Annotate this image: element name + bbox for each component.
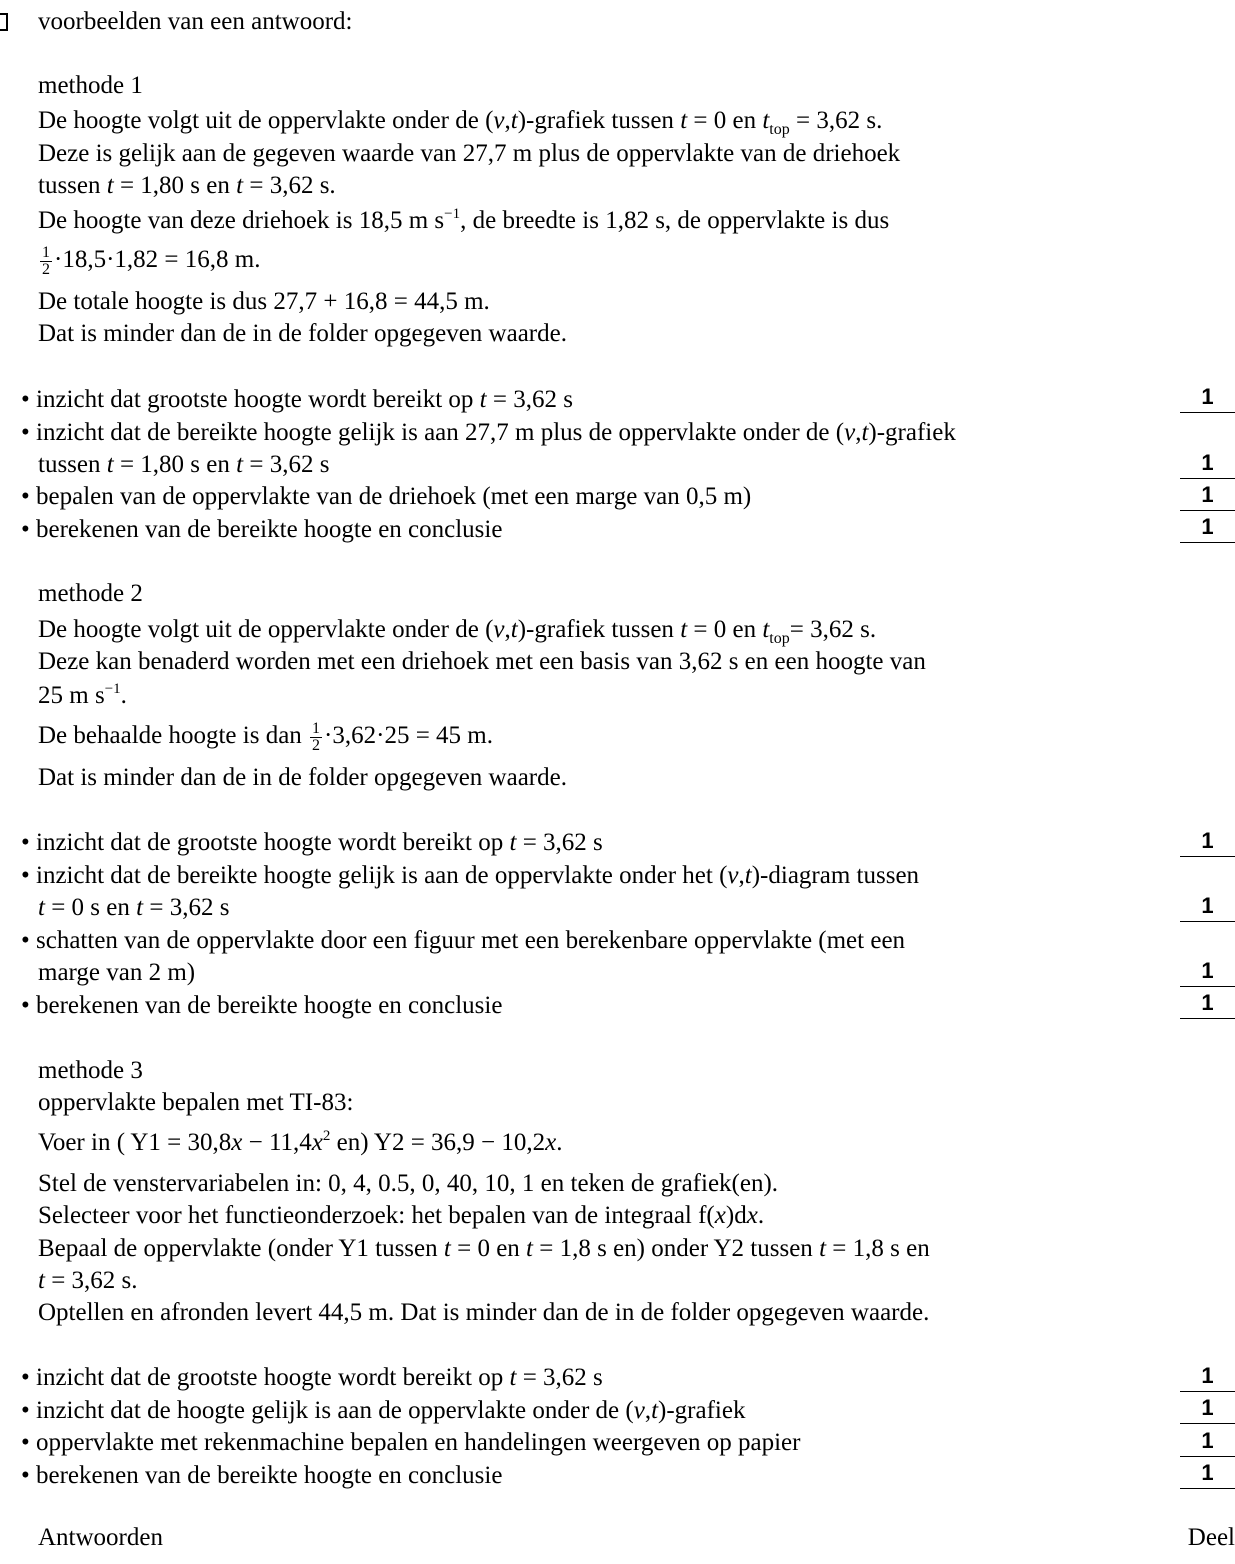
score-mark: 1 xyxy=(1180,1393,1235,1424)
footer-left: Antwoorden xyxy=(38,1524,163,1551)
checkbox-marker xyxy=(0,13,8,31)
method-3-bullet-1: • inzicht dat de grootste hoogte wordt bereikt op t = 3,62 s xyxy=(21,1364,603,1391)
method-3-line-1: oppervlakte bepalen met TI-83: xyxy=(38,1089,354,1116)
method-2-bullet-3: • schatten van de oppervlakte door een figuur met een berekenbare oppervlakte (met een xyxy=(21,927,906,954)
method-3-line-3: Stel de venstervariabelen in: 0, 4, 0.5, 0, 40, 10, 1 en teken de grafiek(en). xyxy=(38,1170,779,1197)
score-mark: 1 xyxy=(1180,1361,1235,1392)
method-3-line-2: Voer in ( $Y1 = 30,8x - 11,4x^2$ en) Y2 = 36,9 − 10,2x. xyxy=(38,1128,563,1156)
method-1-line-1: De hoogte volgt uit de oppervlakte onder de (v,t)-grafiek tussen t = 0 en $t_{top} = 3,62$ s. xyxy=(38,107,883,138)
method-2-title: methode 2 xyxy=(38,580,143,607)
method-1-bullet-2: • inzicht dat de bereikte hoogte gelijk is aan 27,7 m plus de oppervlakte onder de (v,t)-grafiek xyxy=(21,419,956,446)
score-mark: 1 xyxy=(1180,512,1235,543)
method-2-bullet-2-cont: t = 0 s en t = 3,62 s xyxy=(38,894,230,921)
method-2-bullet-3-cont: marge van 2 m) xyxy=(38,959,196,986)
intro-text: voorbeelden van een antwoord: xyxy=(38,8,353,35)
score-mark: 1 xyxy=(1180,988,1235,1019)
method-3-bullet-4: • berekenen van de bereikte hoogte en conclusie xyxy=(21,1462,503,1489)
method-1-bullet-2-cont: tussen t = 1,80 s en t = 3,62 s xyxy=(38,451,330,478)
method-3-bullet-3: • oppervlakte met rekenmachine bepalen en handelingen weergeven op papier xyxy=(21,1429,801,1456)
method-3-line-6: t = 3,62 s. xyxy=(38,1267,138,1294)
score-mark: 1 xyxy=(1180,382,1235,413)
method-2-bullet-4: • berekenen van de bereikte hoogte en conclusie xyxy=(21,992,503,1019)
score-mark: 1 xyxy=(1180,480,1235,511)
method-2-bullet-1: • inzicht dat de grootste hoogte wordt bereikt op t = 3,62 s xyxy=(21,829,603,856)
method-1-line-6: De totale hoogte is dus 27,7 + 16,8 = 44,5 m. xyxy=(38,288,490,315)
method-3-title: methode 3 xyxy=(38,1057,143,1084)
score-mark: 1 xyxy=(1180,891,1235,922)
method-2-line-3: 25 m $s^{-1}$. xyxy=(38,681,127,709)
method-2-formula: De behaalde hoogte is dan $\frac{1}{2}$ ·3,62·25 = 45 m. xyxy=(38,719,493,754)
method-1-bullet-1: • inzicht dat grootste hoogte wordt bereikt op t = 3,62 s xyxy=(21,386,573,413)
method-1-line-2: Deze is gelijk aan de gegeven waarde van 27,7 m plus de oppervlakte van de driehoek xyxy=(38,140,901,167)
score-mark: 1 xyxy=(1180,448,1235,479)
method-1-title: methode 1 xyxy=(38,72,143,99)
fraction-half: $\frac{1}{2}$ xyxy=(42,243,50,278)
method-3-line-4: Selecteer voor het functieonderzoek: het bepalen van de integraal f(x)dx. xyxy=(38,1202,765,1229)
method-1-line-4: De hoogte van deze driehoek is 18,5 m $s^{-1}$, de breedte is 1,82 s, de oppervlakte is dus xyxy=(38,206,890,234)
method-1-formula: $\frac{1}{2}$ ·18,5·1,82 = 16,8 m. xyxy=(42,243,261,278)
method-3-line-5: Bepaal de oppervlakte (onder Y1 tussen t = 0 en t = 1,8 s en) onder Y2 tussen t = 1,8 s en xyxy=(38,1235,930,1262)
method-1-bullet-3: • bepalen van de oppervlakte van de driehoek (met een marge van 0,5 m) xyxy=(21,483,752,510)
method-1-line-3: tussen t = 1,80 s en t = 3,62 s. xyxy=(38,172,336,199)
method-2-line-2: Deze kan benaderd worden met een driehoek met een basis van 3,62 s en een hoogte van xyxy=(38,648,926,675)
method-3-line-7: Optellen en afronden levert 44,5 m. Dat is minder dan de in de folder opgegeven waarde. xyxy=(38,1299,930,1326)
fraction-half: $\frac{1}{2}$ xyxy=(312,719,321,754)
method-2-bullet-2: • inzicht dat de bereikte hoogte gelijk is aan de oppervlakte onder het (v,t)-diagram tussen xyxy=(21,862,920,889)
method-2-line-1: De hoogte volgt uit de oppervlakte onder de (v,t)-grafiek tussen t = 0 en $t_{top}= 3,62$ s. xyxy=(38,616,877,647)
score-mark: 1 xyxy=(1180,956,1235,987)
method-2-line-5: Dat is minder dan de in de folder opgegeven waarde. xyxy=(38,764,567,791)
score-mark: 1 xyxy=(1180,1458,1235,1489)
method-1-bullet-4: • berekenen van de bereikte hoogte en conclusie xyxy=(21,516,503,543)
method-3-bullet-2: • inzicht dat de hoogte gelijk is aan de oppervlakte onder de (v,t)-grafiek xyxy=(21,1397,746,1424)
score-mark: 1 xyxy=(1180,1426,1235,1457)
score-mark: 1 xyxy=(1180,826,1235,857)
footer-right: Deel xyxy=(1187,1524,1235,1551)
method-1-line-7: Dat is minder dan de in de folder opgegeven waarde. xyxy=(38,320,567,347)
